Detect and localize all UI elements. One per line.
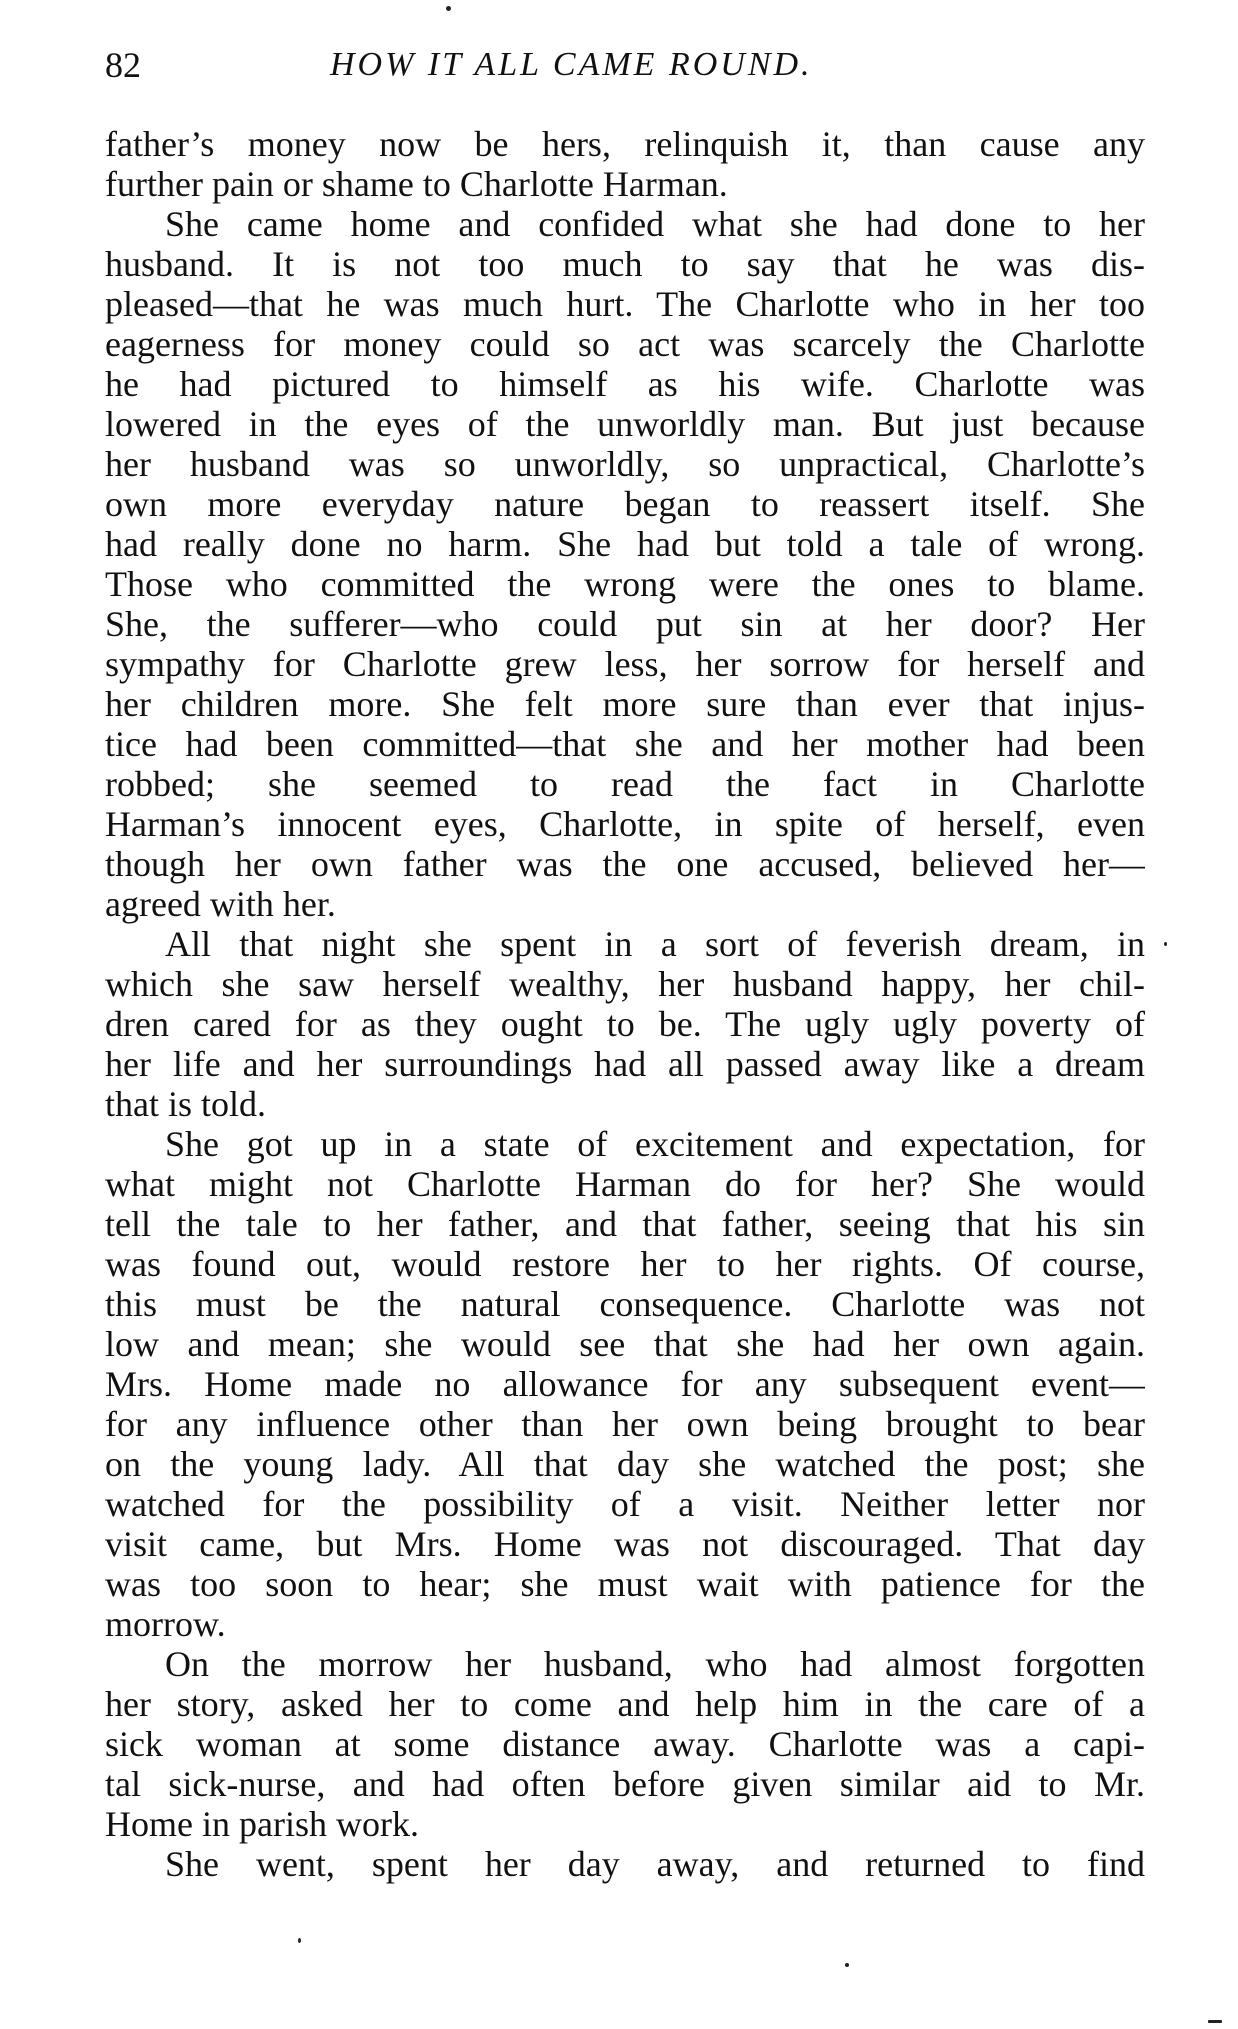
running-head — [105, 40, 1145, 90]
text-line: Mrs. Home made no allowance for any subsequent event— — [105, 1364, 1145, 1404]
text-line: tell the tale to her father, and that father, seeing that his sin — [105, 1204, 1145, 1244]
text-line: agreed with her. — [105, 884, 336, 924]
text-line: dren cared for as they ought to be. The ugly ugly poverty of — [105, 1004, 1145, 1044]
running-title: HOW IT ALL CAME ROUND. — [330, 46, 813, 83]
text-line: lowered in the eyes of the unworldly man. But just because — [105, 404, 1145, 444]
text-line: father’s money now be hers, relinquish it, than cause any — [105, 124, 1145, 164]
text-line: robbed; she seemed to read the fact in Charlotte — [105, 764, 1145, 804]
text-line: for any influence other than her own being brought to bear — [105, 1404, 1145, 1444]
text-line: her children more. She felt more sure than ever that injus- — [105, 684, 1145, 724]
text-line: that is told. — [105, 1084, 266, 1124]
text-line: her husband was so unworldly, so unpractical, Charlotte’s — [105, 444, 1145, 484]
text-line: her life and her surroundings had all passed away like a dream — [105, 1044, 1145, 1084]
text-line: though her own father was the one accused, believed her— — [105, 844, 1145, 884]
text-line: watched for the possibility of a visit. Neither letter nor — [105, 1484, 1145, 1524]
text-line: low and mean; she would see that she had her own again. — [105, 1324, 1145, 1364]
text-line: tice had been committed—that she and her mother had been — [105, 724, 1145, 764]
text-line: Those who committed the wrong were the ones to blame. — [105, 564, 1145, 604]
text-line: morrow. — [105, 1604, 226, 1644]
text-line: husband. It is not too much to say that he was dis- — [105, 244, 1145, 284]
text-line: he had pictured to himself as his wife. Charlotte was — [105, 364, 1145, 404]
text-line: pleased—that he was much hurt. The Charlotte who in her too — [105, 284, 1145, 324]
text-line: eagerness for money could so act was scarcely the Charlotte — [105, 324, 1145, 364]
page-number: 82 — [105, 45, 141, 85]
text-line: on the young lady. All that day she watched the post; she — [105, 1444, 1145, 1484]
text-line: this must be the natural consequence. Charlotte was not — [105, 1284, 1145, 1324]
text-line: what might not Charlotte Harman do for her? She would — [105, 1164, 1145, 1204]
text-line: She went, spent her day away, and returned to find — [165, 1844, 1145, 1884]
text-line: her story, asked her to come and help him in the care of a — [105, 1684, 1145, 1724]
text-line: Harman’s innocent eyes, Charlotte, in spite of herself, even — [105, 804, 1145, 844]
text-line: tal sick-nurse, and had often before given similar aid to Mr. — [105, 1764, 1145, 1804]
text-line: had really done no harm. She had but told a tale of wrong. — [105, 524, 1145, 564]
text-line: She came home and confided what she had done to her — [165, 204, 1145, 244]
text-line: own more everyday nature began to reassert itself. She — [105, 484, 1145, 524]
text-line: visit came, but Mrs. Home was not discouraged. That day — [105, 1524, 1145, 1564]
text-line: was too soon to hear; she must wait with patience for the — [105, 1564, 1145, 1604]
text-line: She got up in a state of excitement and expectation, for — [165, 1124, 1145, 1164]
body-text — [105, 124, 1145, 1884]
text-line: sympathy for Charlotte grew less, her sorrow for herself and — [105, 644, 1145, 684]
text-line: was found out, would restore her to her rights. Of course, — [105, 1244, 1145, 1284]
text-line: sick woman at some distance away. Charlotte was a capi- — [105, 1724, 1145, 1764]
text-line: further pain or shame to Charlotte Harman. — [105, 164, 728, 204]
text-line: She, the sufferer—who could put sin at her door? Her — [105, 604, 1145, 644]
text-line: On the morrow her husband, who had almost forgotten — [165, 1644, 1145, 1684]
text-line: All that night she spent in a sort of feverish dream, in — [165, 924, 1145, 964]
text-line: Home in parish work. — [105, 1804, 419, 1844]
text-line: which she saw herself wealthy, her husband happy, her chil- — [105, 964, 1145, 1004]
